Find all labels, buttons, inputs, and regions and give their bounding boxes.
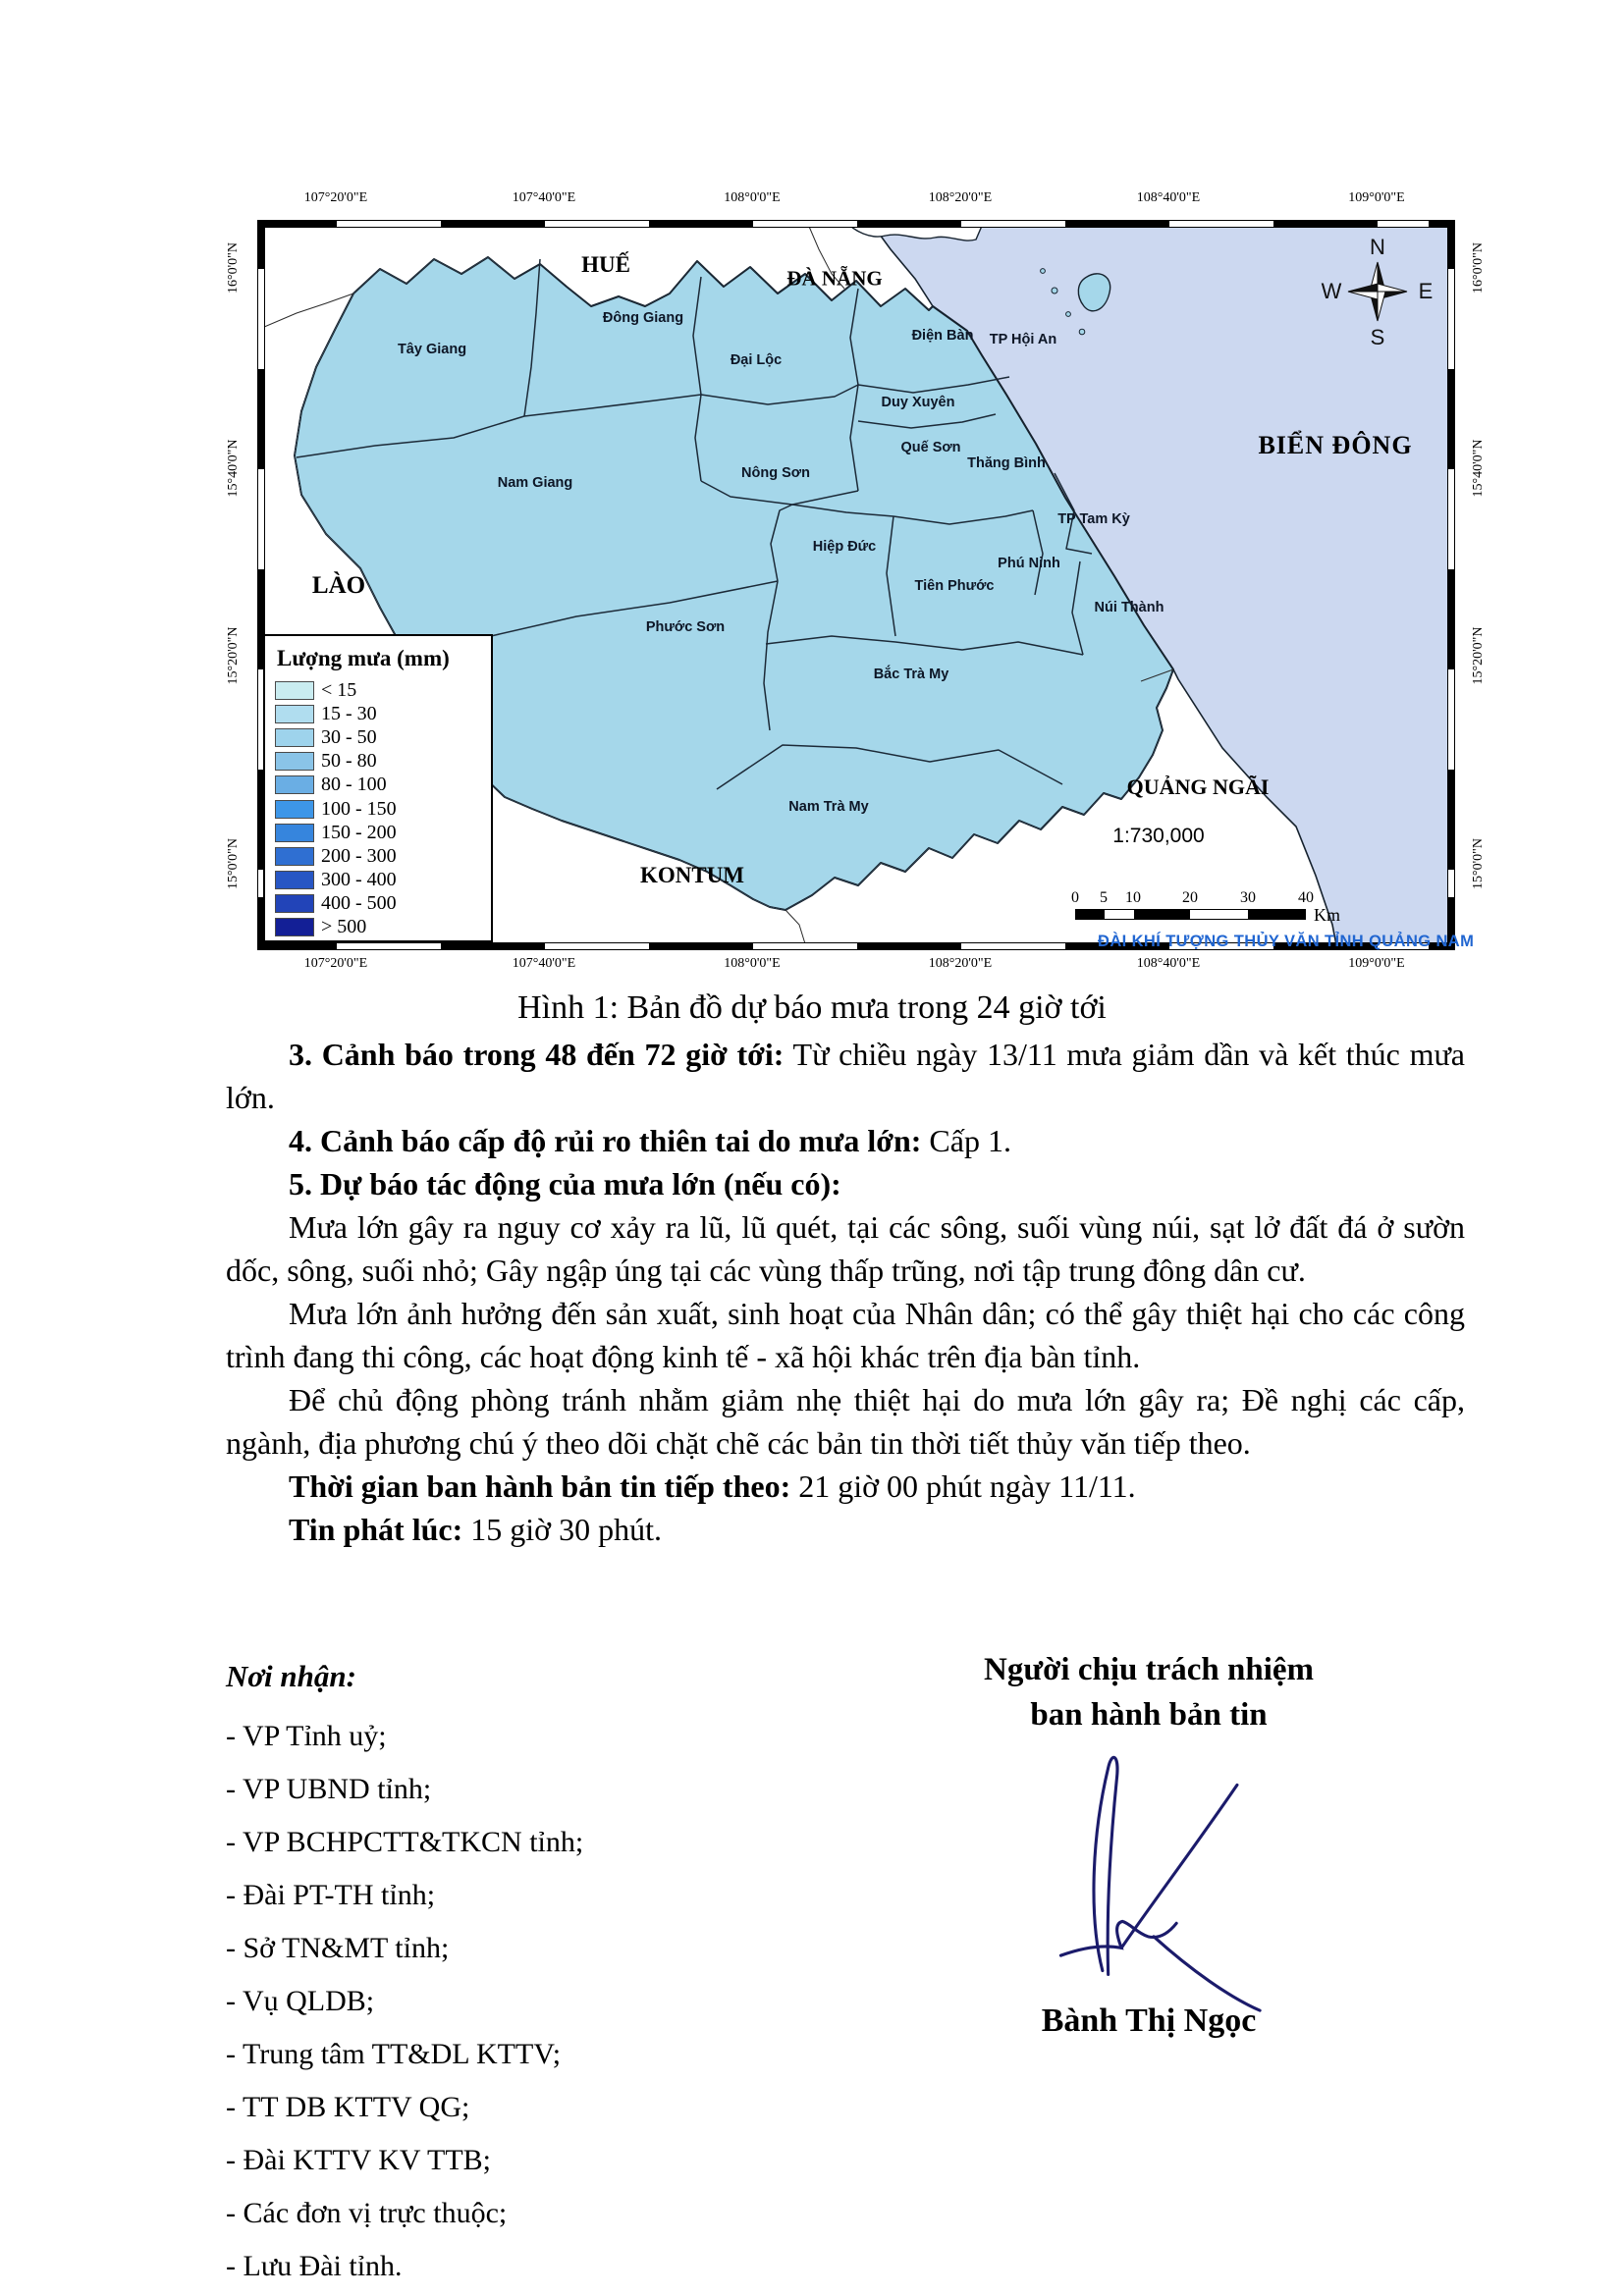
- rainfall-legend: [263, 634, 493, 942]
- signer-name: Bành Thị Ngọc: [1041, 2002, 1257, 2039]
- scalebar: [1071, 889, 1340, 925]
- district-label: Nông Sơn: [741, 465, 810, 481]
- coord-label: 108°20'0"E: [928, 190, 993, 205]
- district-label: Nam Giang: [497, 475, 573, 491]
- coord-label: 108°40'0"E: [1136, 190, 1201, 205]
- legend-swatch: [275, 894, 314, 913]
- legend-swatch: [275, 728, 314, 747]
- map-attribution: ĐÀI KHÍ TƯỢNG THỦY VĂN TỈNH QUẢNG NAM: [1098, 933, 1475, 950]
- paragraph-text: 15 giờ 30 phút.: [462, 1512, 662, 1547]
- district-label: Thăng Bình: [967, 455, 1046, 471]
- coord-label: 16°0'0"N: [1471, 242, 1486, 294]
- recipient-item: - Đài KTTV KV TTB;: [226, 2144, 491, 2176]
- paragraph-lead: 4. Cảnh báo cấp độ rủi ro thiên tai do mưa lớn:: [289, 1123, 922, 1158]
- paragraph-text: 21 giờ 00 phút ngày 11/11.: [790, 1468, 1136, 1504]
- rainfall-forecast-map: [226, 190, 1486, 971]
- legend-swatch: [275, 800, 314, 819]
- recipient-item: - VP Tỉnh uỷ;: [226, 1720, 387, 1752]
- district-label: Tây Giang: [397, 342, 467, 357]
- legend-title: Lượng mưa (mm): [277, 646, 450, 670]
- recipients-list: [226, 1710, 583, 2293]
- legend-row: [275, 774, 481, 797]
- recipient-item: - Đài PT-TH tỉnh;: [226, 1879, 436, 1911]
- legend-row: [275, 678, 481, 702]
- paragraph-lead: 5. Dự báo tác động của mưa lớn (nếu có):: [289, 1166, 841, 1201]
- bulletin-body: [226, 1033, 1465, 1551]
- map-frame-top: [257, 220, 1455, 228]
- district-label: Điện Bàn: [911, 328, 974, 344]
- islet: [1041, 269, 1046, 274]
- scalebar-tick: 0: [1071, 889, 1079, 906]
- coord-label: 107°40'0"E: [512, 956, 576, 971]
- scalebar-unit: Km: [1314, 905, 1340, 925]
- compass-s: S: [1370, 325, 1385, 349]
- recipient-item: - Trung tâm TT&DL KTTV;: [226, 2038, 562, 2070]
- signer-title-line1: Người chịu trách nhiệm: [984, 1652, 1314, 1687]
- recipients-title: Nơi nhận:: [226, 1659, 356, 1693]
- scalebar-tick: 5: [1100, 889, 1108, 906]
- legend-swatch: [275, 752, 314, 771]
- paragraph-impact-2: [226, 1292, 1465, 1378]
- signer-title-line2: ban hành bản tin: [1030, 1697, 1268, 1733]
- coord-label: 15°20'0"N: [1471, 626, 1486, 685]
- paragraph-text: Mưa lớn ảnh hưởng đến sản xuất, sinh hoạt của Nhân dân; có thể gây thiệt hại cho các công trình đang thi công, các hoạt động kinh tế - xã hội khác trên địa bàn tỉnh.: [226, 1296, 1465, 1374]
- coord-label: 15°40'0"N: [1471, 439, 1486, 498]
- islet: [1052, 288, 1057, 294]
- compass-w: W: [1321, 279, 1342, 303]
- legend-row: [275, 916, 481, 939]
- scalebar-tick: 40: [1298, 889, 1314, 906]
- district-label: Đại Lộc: [730, 352, 783, 368]
- recipient-item: - Các đơn vị trực thuộc;: [226, 2197, 508, 2229]
- district-label: Phước Sơn: [645, 619, 726, 635]
- legend-swatch: [275, 824, 314, 842]
- district-label: Núi Thành: [1094, 600, 1164, 615]
- legend-range: 150 - 200: [321, 821, 397, 843]
- region-label-kontum: KONTUM: [639, 863, 745, 887]
- figure-caption: Hình 1: Bản đồ dự báo mưa trong 24 giờ tới: [517, 989, 1107, 1026]
- district-label: Nam Trà My: [788, 799, 869, 815]
- recipient-item: - Vụ QLDB;: [226, 1985, 375, 2017]
- coord-label: 107°20'0"E: [303, 956, 368, 971]
- recipient-item: - TT DB KTTV QG;: [226, 2091, 470, 2123]
- legend-swatch: [275, 918, 314, 936]
- signer-title: [884, 1647, 1414, 1737]
- legend-range: 50 - 80: [321, 750, 377, 773]
- paragraph-impact-heading: [226, 1162, 1465, 1205]
- paragraph-text: Mưa lớn gây ra nguy cơ xảy ra lũ, lũ quét, tại các sông, suối vùng núi, sạt lở đất đá ở sườn dốc, sông, suối nhỏ; Gây ngập úng tại các vùng thấp trũng, nơi tập trung đông dân cư.: [226, 1209, 1465, 1288]
- district-label: Hiệp Đức: [812, 539, 877, 555]
- legend-range: 400 - 500: [321, 892, 397, 915]
- coord-label: 108°0'0"E: [724, 956, 781, 971]
- district-label: Bắc Trà My: [873, 667, 949, 682]
- district-label: Tiên Phước: [914, 578, 995, 594]
- coord-label: 109°0'0"E: [1348, 190, 1405, 205]
- recipient-item: - Sở TN&MT tỉnh;: [226, 1932, 450, 1964]
- paragraph-issue-time: [226, 1508, 1465, 1551]
- legend-range: 100 - 150: [321, 797, 397, 820]
- region-label-danang: ĐÀ NẴNG: [786, 266, 883, 291]
- legend-row: [275, 821, 481, 844]
- recipient-item: - VP BCHPCTT&TKCN tỉnh;: [226, 1826, 584, 1858]
- paragraph-impact-1: [226, 1205, 1465, 1292]
- coord-label: 109°0'0"E: [1348, 956, 1405, 971]
- legend-row: [275, 869, 481, 892]
- paragraph-lead: Tin phát lúc:: [289, 1512, 463, 1547]
- region-label-quangngai: QUẢNG NGÃI: [1126, 774, 1270, 799]
- legend-range: 300 - 400: [321, 869, 397, 891]
- paragraph-text: Cấp 1.: [921, 1123, 1011, 1158]
- region-label-lao: LÀO: [311, 572, 366, 599]
- legend-row: [275, 725, 481, 749]
- paragraph-lead: Thời gian ban hành bản tin tiếp theo:: [289, 1468, 791, 1504]
- paragraph-text: Từ chiều ngày 13/11 mưa giảm dần và kết thúc mưa lớn.: [226, 1037, 1466, 1115]
- district-label: TP Hội An: [989, 332, 1057, 347]
- paragraph-warning-48-72h: [226, 1033, 1465, 1119]
- compass-n: N: [1370, 235, 1385, 259]
- legend-swatch: [275, 775, 314, 794]
- islet: [1079, 329, 1085, 335]
- scalebar-tick: 20: [1182, 889, 1198, 906]
- coord-label: 16°0'0"N: [226, 242, 241, 294]
- legend-range: 15 - 30: [321, 702, 377, 724]
- coord-label: 108°20'0"E: [928, 956, 993, 971]
- recipient-item: - VP UBND tỉnh;: [226, 1773, 432, 1805]
- paragraph-text: Để chủ động phòng tránh nhằm giảm nhẹ thiệt hại do mưa lớn gây ra; Đề nghị các cấp, ngành, địa phương chú ý theo dõi chặt chẽ các bản tin thời tiết thủy văn tiếp theo.: [226, 1382, 1465, 1461]
- legend-row: [275, 892, 481, 916]
- legend-range: 30 - 50: [321, 725, 377, 748]
- legend-swatch: [275, 871, 314, 889]
- scalebar-bar: [1075, 909, 1306, 920]
- coord-label: 15°20'0"N: [226, 626, 241, 685]
- region-label-biendong: BIỂN ĐÔNG: [1258, 431, 1413, 459]
- signature-image: [1011, 1739, 1296, 2014]
- legend-swatch: [275, 681, 314, 700]
- scalebar-tick: 30: [1240, 889, 1256, 906]
- legend-range: 200 - 300: [321, 844, 397, 867]
- paragraph-risk-level: [226, 1119, 1465, 1162]
- legend-row: [275, 750, 481, 774]
- district-label: Phú Ninh: [998, 556, 1060, 571]
- islet: [1066, 312, 1071, 317]
- district-label: TP Tam Kỳ: [1057, 511, 1130, 527]
- paragraph-next-bulletin: [226, 1465, 1465, 1508]
- compass-e: E: [1418, 279, 1434, 303]
- legend-row: [275, 844, 481, 868]
- scalebar-labels: [1071, 889, 1314, 909]
- region-label-hue: HUẾ: [581, 252, 630, 277]
- legend-row: [275, 797, 481, 821]
- legend-swatch: [275, 847, 314, 866]
- map-frame-right: [1447, 220, 1455, 950]
- coord-label: 15°0'0"N: [226, 838, 241, 889]
- legend-row: [275, 702, 481, 725]
- paragraph-advice: [226, 1378, 1465, 1465]
- scalebar-tick: 10: [1125, 889, 1141, 906]
- legend-range: 80 - 100: [321, 774, 387, 796]
- coord-label: 107°20'0"E: [303, 190, 368, 205]
- coord-label: 15°0'0"N: [1471, 838, 1486, 889]
- map-scale-text: 1:730,000: [1112, 825, 1205, 847]
- paragraph-lead: 3. Cảnh báo trong 48 đến 72 giờ tới:: [289, 1037, 785, 1072]
- district-label: Đông Giang: [602, 310, 684, 326]
- coord-label: 15°40'0"N: [226, 439, 241, 498]
- coord-label: 108°40'0"E: [1136, 956, 1201, 971]
- district-label: Duy Xuyên: [881, 395, 955, 410]
- legend-swatch: [275, 705, 314, 723]
- legend-range: < 15: [321, 678, 357, 701]
- legend-range: > 500: [321, 916, 367, 938]
- district-label: Quế Sơn: [900, 440, 961, 455]
- coord-label: 107°40'0"E: [512, 190, 576, 205]
- coord-label: 108°0'0"E: [724, 190, 781, 205]
- recipient-item: - Lưu Đài tỉnh.: [226, 2250, 403, 2282]
